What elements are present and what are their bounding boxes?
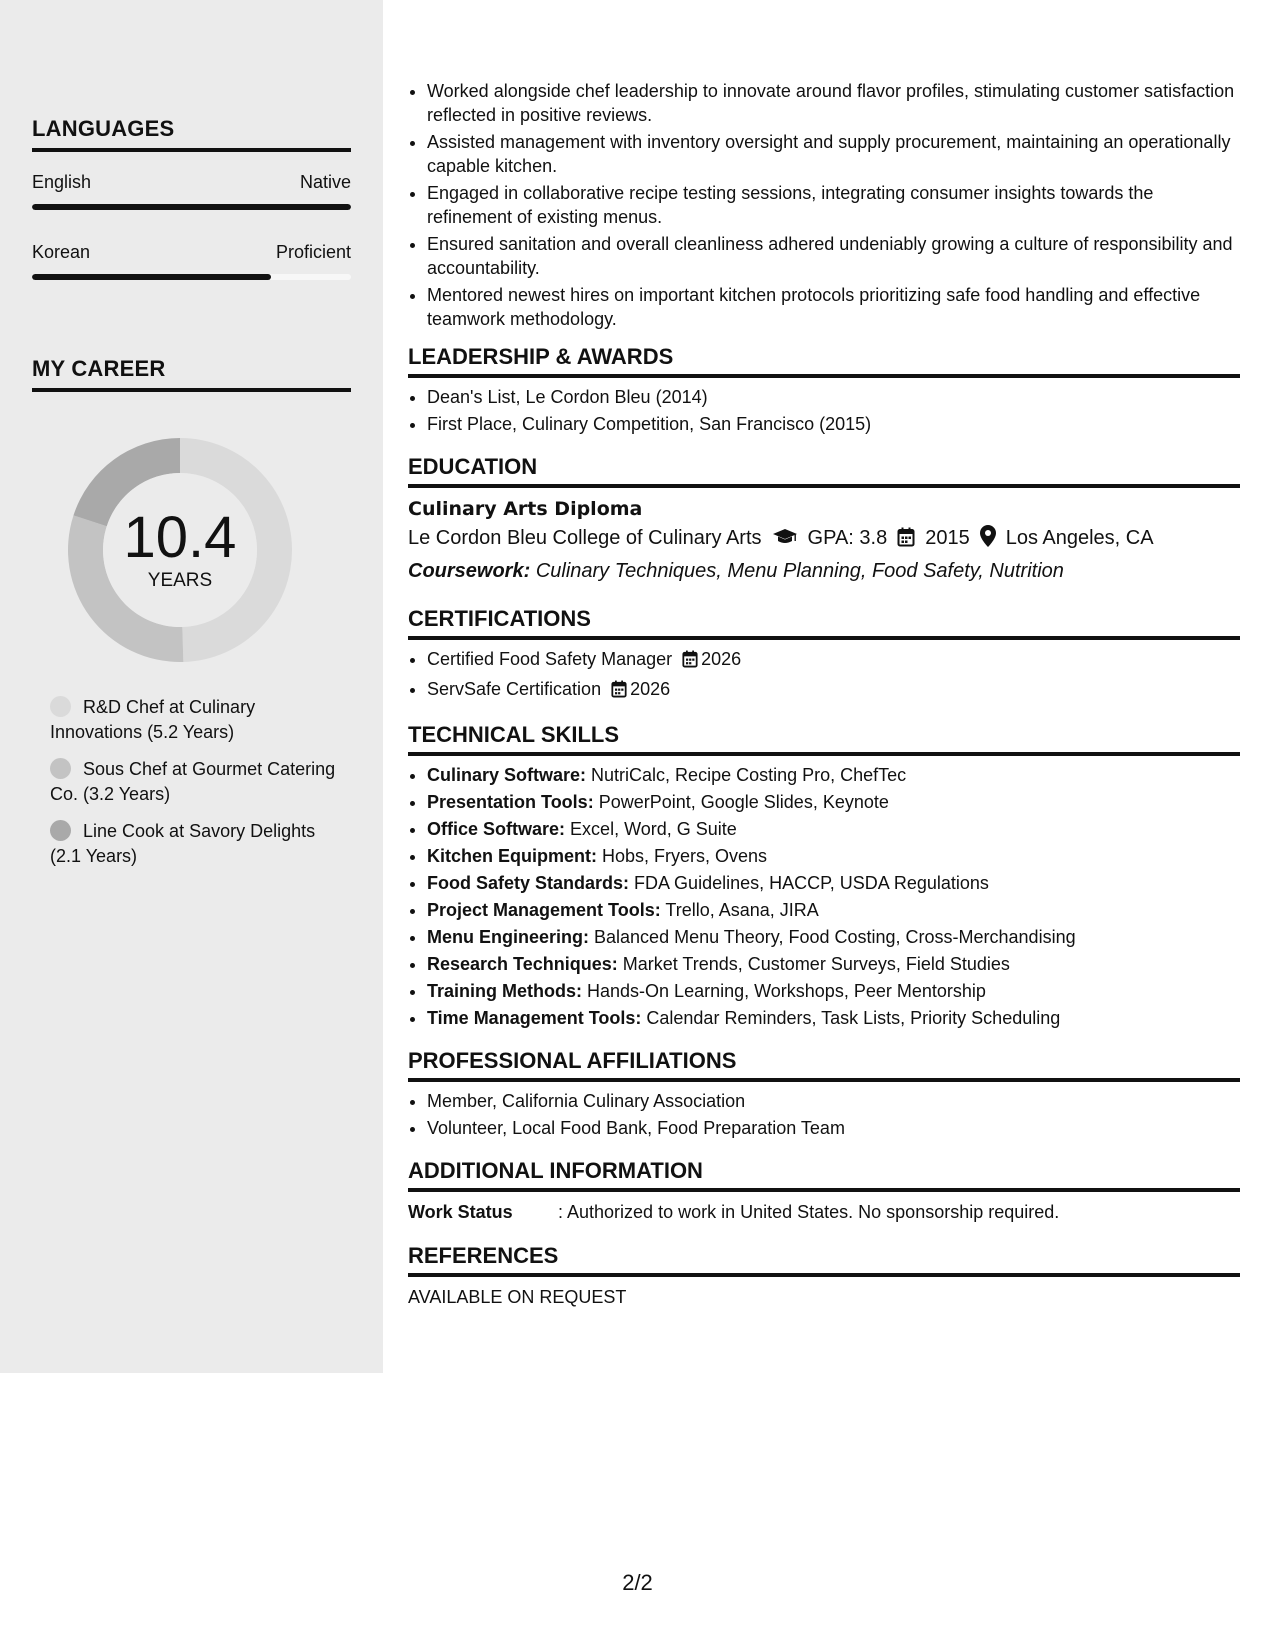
skill-label: Training Methods: — [427, 981, 582, 1001]
education-location: Los Angeles, CA — [1005, 527, 1154, 549]
language-level: Proficient — [275, 242, 351, 262]
work-status-row — [408, 1199, 1240, 1225]
skill-value: Trello, Asana, JIRA — [665, 900, 819, 920]
language-row — [32, 172, 351, 193]
skill-label: Time Management Tools: — [427, 1008, 642, 1028]
skill-value: PowerPoint, Google Slides, Keynote — [598, 792, 889, 812]
coursework-value: Culinary Techniques, Menu Planning, Food Safety, Nutrition — [535, 560, 1064, 582]
leadership-item: • Dean's List, Le Cordon Bleu (2014) — [427, 385, 1240, 409]
language-bar-fill — [32, 204, 351, 210]
certification-year: 2026 — [630, 679, 671, 699]
experience-bullet: • Engaged in collaborative recipe testing sessions, integrating consumer insights towards the refinement of existing menus. — [427, 181, 1240, 229]
skill-label: Kitchen Equipment: — [427, 846, 597, 866]
education-title: EDUCATION — [408, 454, 1240, 488]
certification-name: Certified Food Safety Manager — [427, 649, 673, 669]
experience-bullet: • Assisted management with inventory oversight and supply procurement, maintaining an operationally capable kitchen. — [427, 130, 1240, 178]
education-details — [408, 523, 1240, 556]
language-name: Korean — [32, 242, 91, 262]
language-row — [32, 242, 351, 263]
certification-item — [427, 647, 1240, 674]
skill-label: Research Techniques: — [427, 954, 618, 974]
affiliations-title: PROFESSIONAL AFFILIATIONS — [408, 1048, 1240, 1082]
skill-item — [427, 817, 1240, 841]
certifications-list — [408, 647, 1240, 704]
affiliation-item: • Member, California Culinary Association — [427, 1089, 1240, 1113]
calendar-icon — [682, 650, 698, 674]
experience-bullets — [408, 79, 1240, 331]
education-gpa: GPA: 3.8 — [807, 527, 888, 549]
additional-info-title: ADDITIONAL INFORMATION — [408, 1158, 1240, 1192]
education-year: 2015 — [925, 527, 970, 549]
education-school: Le Cordon Bleu College of Culinary Arts — [408, 527, 762, 549]
page-number: 2/2 — [622, 1570, 653, 1595]
legend-dot-icon — [50, 758, 71, 779]
leadership-item: • First Place, Culinary Competition, San Francisco (2015) — [427, 412, 1240, 436]
skill-value: Hands-On Learning, Workshops, Peer Mentorship — [587, 981, 986, 1001]
skill-value: Market Trends, Customer Surveys, Field Studies — [622, 954, 1010, 974]
skill-item — [427, 898, 1240, 922]
skill-label: Office Software: — [427, 819, 566, 839]
career-legend-item — [50, 695, 350, 745]
certification-year: 2026 — [701, 649, 742, 669]
main-content — [408, 79, 1240, 1310]
skill-item — [427, 952, 1240, 976]
skill-item — [427, 844, 1240, 868]
skill-value: Hobs, Fryers, Ovens — [602, 846, 768, 866]
work-status-label: Work Status — [408, 1202, 513, 1222]
references-title: REFERENCES — [408, 1243, 1240, 1277]
affiliation-item: • Volunteer, Local Food Bank, Food Preparation Team — [427, 1116, 1240, 1140]
language-name: English — [32, 172, 92, 192]
skills-title: TECHNICAL SKILLS — [408, 722, 1240, 756]
language-bar — [32, 204, 351, 210]
graduation-cap-icon — [772, 526, 798, 556]
skill-item — [427, 1006, 1240, 1030]
education-degree: Culinary Arts Diploma — [408, 498, 643, 520]
skill-value: Calendar Reminders, Task Lists, Priority Scheduling — [646, 1008, 1061, 1028]
career-total-years: 10.4 — [123, 505, 237, 570]
languages-title: LANGUAGES — [32, 116, 351, 152]
affiliations-list — [408, 1089, 1240, 1140]
skill-item — [427, 871, 1240, 895]
experience-bullet: • Worked alongside chef leadership to innovate around flavor profiles, stimulating customer satisfaction reflected in positive reviews. — [427, 79, 1240, 127]
certification-name: ServSafe Certification — [427, 679, 602, 699]
skills-list — [408, 763, 1240, 1030]
coursework-label: Coursework: — [408, 560, 531, 582]
skill-label: Culinary Software: — [427, 765, 587, 785]
skill-value: Balanced Menu Theory, Food Costing, Cross-Merchandising — [594, 927, 1076, 947]
skill-item — [427, 979, 1240, 1003]
leadership-list — [408, 385, 1240, 436]
career-total-unit: YEARS — [147, 570, 213, 591]
sidebar — [0, 0, 383, 1373]
language-bar — [32, 274, 351, 280]
legend-dot-icon — [50, 696, 71, 717]
career-legend-label: Sous Chef at Gourmet Catering Co. (3.2 Years) — [50, 759, 336, 804]
references-text: AVAILABLE ON REQUEST — [408, 1287, 627, 1307]
skill-label: Presentation Tools: — [427, 792, 594, 812]
skill-value: FDA Guidelines, HACCP, USDA Regulations — [634, 873, 989, 893]
career-legend-label: R&D Chef at Culinary Innovations (5.2 Years) — [50, 697, 256, 742]
calendar-icon — [897, 526, 915, 556]
skill-item — [427, 925, 1240, 949]
work-status-value: : Authorized to work in United States. No sponsorship required. — [558, 1202, 1060, 1222]
experience-bullet: • Mentored newest hires on important kitchen protocols prioritizing safe food handling and effective teamwork methodology. — [427, 283, 1240, 331]
legend-dot-icon — [50, 820, 71, 841]
education-coursework — [408, 556, 1240, 586]
language-level: Native — [299, 172, 351, 192]
skill-value: Excel, Word, G Suite — [570, 819, 737, 839]
experience-bullet: • Ensured sanitation and overall cleanliness adhered undeniably growing a culture of responsibility and accountability. — [427, 232, 1240, 280]
certifications-title: CERTIFICATIONS — [408, 606, 1240, 640]
map-pin-icon — [980, 525, 996, 556]
skill-label: Project Management Tools: — [427, 900, 661, 920]
career-legend-item — [50, 819, 350, 869]
certification-item — [427, 677, 1240, 704]
skill-item — [427, 763, 1240, 787]
career-legend-item — [50, 757, 350, 807]
language-bar-fill — [32, 274, 271, 280]
skill-label: Food Safety Standards: — [427, 873, 630, 893]
skill-item — [427, 790, 1240, 814]
career-legend — [50, 695, 350, 881]
career-title: MY CAREER — [32, 356, 351, 392]
skill-label: Menu Engineering: — [427, 927, 589, 947]
calendar-icon — [611, 680, 627, 704]
leadership-title: LEADERSHIP & AWARDS — [408, 344, 1240, 378]
career-legend-label: Line Cook at Savory Delights (2.1 Years) — [50, 821, 316, 866]
skill-value: NutriCalc, Recipe Costing Pro, ChefTec — [591, 765, 907, 785]
